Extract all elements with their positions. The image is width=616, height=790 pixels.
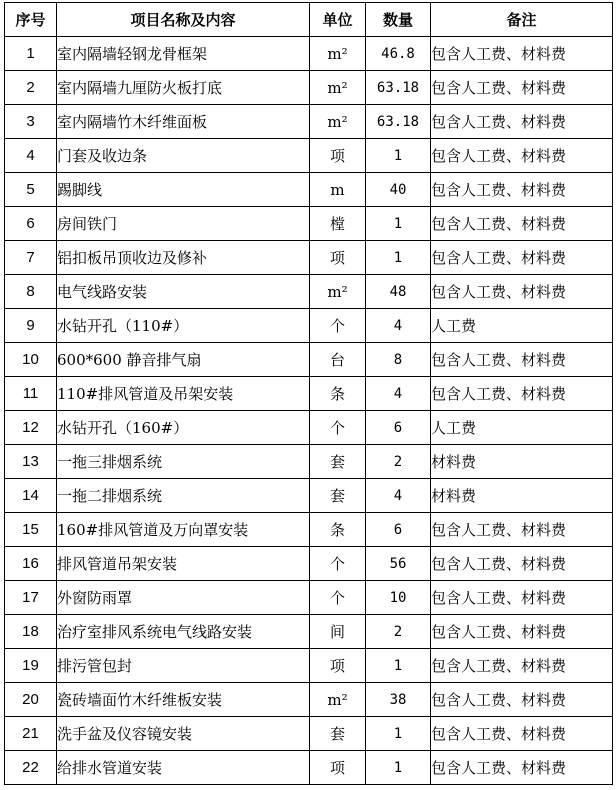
quantity: 10: [366, 581, 431, 615]
row-number: 18: [5, 615, 57, 649]
table-row: [5, 241, 613, 275]
row-number: 2: [5, 71, 57, 105]
unit: 项: [310, 139, 366, 173]
remarks: 包含人工费、材料费: [431, 207, 613, 241]
row-number: 11: [5, 377, 57, 411]
quantity: 4: [366, 377, 431, 411]
header-remarks: 备注: [431, 3, 613, 37]
table-row: [5, 207, 613, 241]
table-row: [5, 37, 613, 71]
remarks: 包含人工费、材料费: [431, 37, 613, 71]
unit: 个: [310, 547, 366, 581]
unit: m²: [310, 71, 366, 105]
row-number: 13: [5, 445, 57, 479]
table-row: [5, 479, 613, 513]
row-number: 7: [5, 241, 57, 275]
quantity: 2: [366, 445, 431, 479]
remarks: 包含人工费、材料费: [431, 513, 613, 547]
quantity: 38: [366, 683, 431, 717]
item-name: 治疗室排风系统电气线路安装: [57, 615, 310, 649]
row-number: 4: [5, 139, 57, 173]
table-row: [5, 411, 613, 445]
quantity: 46.8: [366, 37, 431, 71]
row-number: 5: [5, 173, 57, 207]
quantity: 1: [366, 717, 431, 751]
item-name: 160#排风管道及万向罩安装: [57, 513, 310, 547]
remarks: 包含人工费、材料费: [431, 615, 613, 649]
remarks: 材料费: [431, 445, 613, 479]
quantity: 4: [366, 479, 431, 513]
item-name: 水钻开孔（160#）: [57, 411, 310, 445]
remarks: 人工费: [431, 411, 613, 445]
unit: 樘: [310, 207, 366, 241]
table-row: [5, 275, 613, 309]
item-name: 一拖三排烟系统: [57, 445, 310, 479]
item-name: 室内隔墙轻钢龙骨框架: [57, 37, 310, 71]
row-number: 12: [5, 411, 57, 445]
row-number: 17: [5, 581, 57, 615]
row-number: 8: [5, 275, 57, 309]
item-name: 室内隔墙竹木纤维面板: [57, 105, 310, 139]
quantity: 8: [366, 343, 431, 377]
unit: m²: [310, 683, 366, 717]
remarks: 包含人工费、材料费: [431, 105, 613, 139]
quantity: 6: [366, 513, 431, 547]
table-row: [5, 717, 613, 751]
table-row: [5, 173, 613, 207]
item-name: 排污管包封: [57, 649, 310, 683]
item-name: 洗手盆及仪容镜安装: [57, 717, 310, 751]
unit: 项: [310, 241, 366, 275]
remarks: 包含人工费、材料费: [431, 649, 613, 683]
unit: m²: [310, 37, 366, 71]
quantity: 2: [366, 615, 431, 649]
table-row: [5, 751, 613, 785]
remarks: 包含人工费、材料费: [431, 717, 613, 751]
unit: 间: [310, 615, 366, 649]
item-name: 水钻开孔（110#）: [57, 309, 310, 343]
unit: 台: [310, 343, 366, 377]
header-row: [5, 3, 613, 37]
table-body: [5, 37, 613, 785]
table-row: [5, 377, 613, 411]
row-number: 3: [5, 105, 57, 139]
remarks: 包含人工费、材料费: [431, 547, 613, 581]
quantity: 1: [366, 649, 431, 683]
item-name: 门套及收边条: [57, 139, 310, 173]
table-row: [5, 343, 613, 377]
item-name: 110#排风管道及吊架安装: [57, 377, 310, 411]
table-row: [5, 445, 613, 479]
item-name: 排风管道吊架安装: [57, 547, 310, 581]
row-number: 14: [5, 479, 57, 513]
quantity: 63.18: [366, 105, 431, 139]
unit: m²: [310, 275, 366, 309]
header-no: 序号: [5, 3, 57, 37]
item-name: 室内隔墙九厘防火板打底: [57, 71, 310, 105]
unit: 套: [310, 479, 366, 513]
unit: 套: [310, 445, 366, 479]
item-name: 给排水管道安装: [57, 751, 310, 785]
remarks: 材料费: [431, 479, 613, 513]
table-row: [5, 547, 613, 581]
quantity: 1: [366, 139, 431, 173]
item-name: 房间铁门: [57, 207, 310, 241]
row-number: 21: [5, 717, 57, 751]
row-number: 10: [5, 343, 57, 377]
row-number: 6: [5, 207, 57, 241]
quantity: 1: [366, 751, 431, 785]
header-quantity: 数量: [366, 3, 431, 37]
table-row: [5, 683, 613, 717]
table-row: [5, 513, 613, 547]
table-row: [5, 105, 613, 139]
header-unit: 单位: [310, 3, 366, 37]
row-number: 22: [5, 751, 57, 785]
remarks: 包含人工费、材料费: [431, 173, 613, 207]
item-name: 瓷砖墙面竹木纤维板安装: [57, 683, 310, 717]
unit: m²: [310, 105, 366, 139]
remarks: 包含人工费、材料费: [431, 139, 613, 173]
table-row: [5, 649, 613, 683]
unit: 项: [310, 649, 366, 683]
remarks: 包含人工费、材料费: [431, 751, 613, 785]
quantity: 48: [366, 275, 431, 309]
unit: 项: [310, 751, 366, 785]
remarks: 包含人工费、材料费: [431, 71, 613, 105]
unit: 个: [310, 309, 366, 343]
table-row: [5, 615, 613, 649]
item-name: 铝扣板吊顶收边及修补: [57, 241, 310, 275]
quantity: 56: [366, 547, 431, 581]
quantity: 1: [366, 207, 431, 241]
item-name: 一拖二排烟系统: [57, 479, 310, 513]
row-number: 20: [5, 683, 57, 717]
remarks: 包含人工费、材料费: [431, 241, 613, 275]
quantity: 4: [366, 309, 431, 343]
item-name: 电气线路安装: [57, 275, 310, 309]
row-number: 9: [5, 309, 57, 343]
unit: 条: [310, 513, 366, 547]
row-number: 1: [5, 37, 57, 71]
quantity: 6: [366, 411, 431, 445]
unit: 个: [310, 411, 366, 445]
quantity: 1: [366, 241, 431, 275]
quantity: 40: [366, 173, 431, 207]
quantity: 63.18: [366, 71, 431, 105]
unit: 个: [310, 581, 366, 615]
unit: 条: [310, 377, 366, 411]
remarks: 包含人工费、材料费: [431, 343, 613, 377]
row-number: 19: [5, 649, 57, 683]
table-row: [5, 139, 613, 173]
table-row: [5, 71, 613, 105]
table-row: [5, 309, 613, 343]
remarks: 包含人工费、材料费: [431, 377, 613, 411]
remarks: 包含人工费、材料费: [431, 581, 613, 615]
row-number: 16: [5, 547, 57, 581]
item-name: 外窗防雨罩: [57, 581, 310, 615]
remarks: 包含人工费、材料费: [431, 683, 613, 717]
item-name: 600*600 静音排气扇: [57, 343, 310, 377]
header-item-name: 项目名称及内容: [57, 3, 310, 37]
table-row: [5, 581, 613, 615]
remarks: 包含人工费、材料费: [431, 275, 613, 309]
row-number: 15: [5, 513, 57, 547]
unit: m: [310, 173, 366, 207]
item-name: 踢脚线: [57, 173, 310, 207]
remarks: 人工费: [431, 309, 613, 343]
unit: 套: [310, 717, 366, 751]
quantity-table: [4, 2, 613, 785]
